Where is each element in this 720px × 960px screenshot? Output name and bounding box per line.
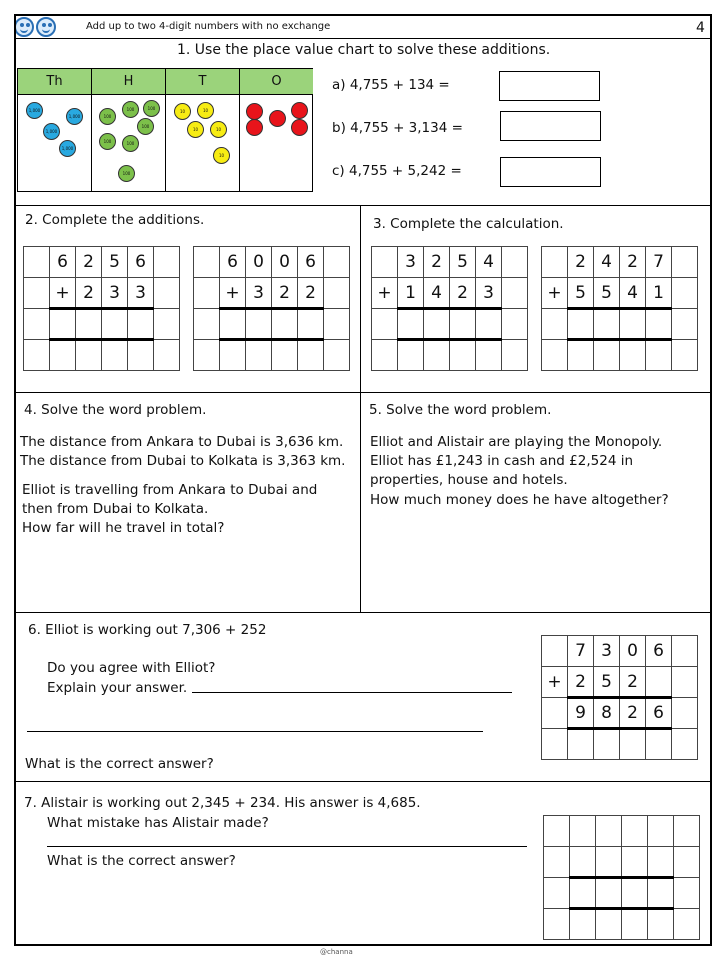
grid-cell[interactable] — [372, 340, 398, 371]
grid-cell[interactable] — [674, 909, 700, 940]
grid-cell: 4 — [476, 247, 502, 278]
pvc-column-th — [18, 95, 92, 192]
answer-cell[interactable] — [646, 309, 672, 340]
grid-cell: 3 — [398, 247, 424, 278]
grid-cell: 3 — [128, 278, 154, 309]
q5-line: Elliot has £1,243 in cash and £2,524 in — [370, 453, 634, 469]
grid-cell — [324, 278, 350, 309]
write-line[interactable] — [47, 846, 527, 847]
grid-cell — [542, 247, 568, 278]
answer-cell[interactable] — [620, 340, 646, 371]
grid-cell[interactable] — [372, 309, 398, 340]
q6-correct-answer-prompt: What is the correct answer? — [25, 756, 214, 772]
q7-line-1: 7. Alistair is working out 2,345 + 234. His answer is 4,685. — [24, 795, 421, 811]
grid-cell[interactable] — [24, 340, 50, 371]
grid-cell: 6 — [50, 247, 76, 278]
write-line[interactable] — [27, 731, 483, 732]
grid-cell[interactable] — [672, 729, 698, 760]
q4-line: How far will he travel in total? — [22, 520, 225, 536]
grid-cell: 5 — [102, 247, 128, 278]
answer-cell[interactable] — [646, 340, 672, 371]
grid-cell — [154, 278, 180, 309]
grid-cell[interactable] — [154, 309, 180, 340]
pvc-column-t — [166, 95, 240, 192]
q4-line: The distance from Ankara to Dubai is 3,636 km. — [20, 434, 344, 450]
grid-cell: 2 — [272, 278, 298, 309]
answer-cell[interactable] — [646, 729, 672, 760]
page-number: 4 — [696, 20, 705, 36]
answer-cell[interactable] — [398, 309, 424, 340]
answer-cell: 6 — [646, 698, 672, 729]
answer-box-a[interactable] — [499, 71, 600, 101]
q6-explain: Explain your answer. — [47, 680, 188, 696]
answer-cell[interactable] — [76, 340, 102, 371]
divider-q4 — [14, 612, 712, 613]
answer-cell[interactable] — [424, 340, 450, 371]
answer-cell[interactable] — [102, 309, 128, 340]
q3-column-grid-2 — [541, 246, 698, 371]
answer-cell[interactable] — [246, 340, 272, 371]
q5-line: Elliot and Alistair are playing the Monopoly. — [370, 434, 663, 450]
answer-cell[interactable] — [450, 309, 476, 340]
grid-cell — [324, 247, 350, 278]
hundred-counter: 100 — [99, 108, 116, 125]
grid-cell: + — [542, 278, 568, 309]
answer-cell[interactable] — [620, 309, 646, 340]
answer-cell[interactable] — [128, 340, 154, 371]
grid-cell[interactable] — [672, 340, 698, 371]
grid-cell: + — [220, 278, 246, 309]
grid-cell[interactable] — [570, 816, 596, 847]
pvc-header-th: Th — [18, 69, 92, 95]
grid-cell: 0 — [620, 636, 646, 667]
grid-cell[interactable] — [622, 816, 648, 847]
thousand-counter: 1,000 — [66, 108, 83, 125]
answer-cell[interactable] — [50, 340, 76, 371]
answer-cell[interactable] — [568, 309, 594, 340]
grid-cell[interactable] — [324, 340, 350, 371]
thousand-counter: 1,000 — [59, 140, 76, 157]
hundred-counter: 100 — [99, 133, 116, 150]
grid-cell: + — [50, 278, 76, 309]
grid-cell: 2 — [568, 667, 594, 698]
thousand-counter: 1,000 — [26, 102, 43, 119]
answer-cell[interactable] — [476, 309, 502, 340]
one-counter — [269, 110, 286, 127]
grid-cell — [542, 636, 568, 667]
q5-line: How much money does he have altogether? — [370, 492, 669, 508]
answer-cell[interactable] — [596, 878, 622, 909]
grid-cell[interactable] — [674, 816, 700, 847]
grid-cell: 6 — [298, 247, 324, 278]
grid-cell: + — [372, 278, 398, 309]
grid-cell: 5 — [594, 667, 620, 698]
answer-cell[interactable] — [298, 309, 324, 340]
grid-cell: 2 — [568, 247, 594, 278]
grid-cell: 2 — [424, 247, 450, 278]
answer-cell[interactable] — [76, 309, 102, 340]
grid-cell — [646, 667, 672, 698]
grid-cell: 3 — [594, 636, 620, 667]
grid-cell[interactable] — [502, 309, 528, 340]
answer-cell: 8 — [594, 698, 620, 729]
grid-cell[interactable] — [544, 847, 570, 878]
grid-cell[interactable] — [194, 340, 220, 371]
pvc-header-h: H — [92, 69, 166, 95]
grid-cell — [194, 247, 220, 278]
grid-cell: 2 — [620, 667, 646, 698]
grid-cell: 7 — [568, 636, 594, 667]
worksheet-title: Add up to two 4-digit numbers with no exchange — [86, 21, 331, 32]
answer-cell[interactable] — [450, 340, 476, 371]
grid-cell — [24, 247, 50, 278]
pvc-header-o: O — [240, 69, 313, 95]
answer-cell[interactable] — [570, 909, 596, 940]
divider-q6 — [14, 781, 712, 782]
grid-cell[interactable] — [542, 340, 568, 371]
grid-cell: 6 — [646, 636, 672, 667]
answer-box-b[interactable] — [500, 111, 601, 141]
ten-counter: 10 — [197, 102, 214, 119]
grid-cell: 2 — [298, 278, 324, 309]
answer-cell[interactable] — [594, 729, 620, 760]
grid-cell: 1 — [646, 278, 672, 309]
answer-cell[interactable] — [648, 878, 674, 909]
q4-title: 4. Solve the word problem. — [24, 402, 207, 418]
q4-line: then from Dubai to Kolkata. — [22, 501, 209, 517]
hundred-counter: 100 — [118, 165, 135, 182]
answer-cell[interactable] — [622, 909, 648, 940]
q3-column-grid-1 — [371, 246, 528, 371]
answer-cell[interactable] — [476, 340, 502, 371]
q5-line: properties, house and hotels. — [370, 472, 568, 488]
answer-cell: 9 — [568, 698, 594, 729]
answer-cell[interactable] — [128, 309, 154, 340]
grid-cell — [24, 278, 50, 309]
grid-cell — [372, 247, 398, 278]
footer-credit: @channa — [320, 948, 353, 956]
grid-cell[interactable] — [24, 309, 50, 340]
hundred-counter: 100 — [143, 100, 160, 117]
grid-cell: 5 — [450, 247, 476, 278]
answer-cell[interactable] — [568, 340, 594, 371]
grid-cell: 4 — [424, 278, 450, 309]
answer-cell[interactable] — [220, 340, 246, 371]
answer-cell[interactable] — [570, 878, 596, 909]
q6-column-grid — [541, 635, 698, 760]
grid-cell[interactable] — [674, 878, 700, 909]
q4-line: Elliot is travelling from Ankara to Dubai and — [22, 482, 318, 498]
grid-cell — [672, 278, 698, 309]
q3-title: 3. Complete the calculation. — [373, 216, 564, 232]
ten-counter: 10 — [213, 147, 230, 164]
thousand-counter: 1,000 — [43, 123, 60, 140]
grid-cell — [672, 667, 698, 698]
answer-cell[interactable] — [424, 309, 450, 340]
hundred-counter: 100 — [122, 135, 139, 152]
q6-agree: Do you agree with Elliot? — [47, 660, 216, 676]
grid-cell[interactable] — [544, 878, 570, 909]
one-counter — [291, 102, 308, 119]
grid-cell[interactable] — [674, 847, 700, 878]
grid-cell: 6 — [220, 247, 246, 278]
ten-counter: 10 — [187, 121, 204, 138]
answer-cell[interactable] — [596, 909, 622, 940]
grid-cell: 7 — [646, 247, 672, 278]
grid-cell[interactable] — [324, 309, 350, 340]
grid-cell[interactable] — [542, 729, 568, 760]
grid-cell: 6 — [128, 247, 154, 278]
answer-cell[interactable] — [272, 309, 298, 340]
grid-cell[interactable] — [570, 847, 596, 878]
grid-cell: 3 — [476, 278, 502, 309]
write-line[interactable] — [192, 692, 512, 693]
q2-title: 2. Complete the additions. — [25, 212, 205, 228]
grid-cell[interactable] — [502, 340, 528, 371]
pvc-header-t: T — [166, 69, 240, 95]
answer-cell[interactable] — [298, 340, 324, 371]
ten-counter: 10 — [210, 121, 227, 138]
place-value-chart — [17, 68, 313, 192]
answer-cell[interactable] — [220, 309, 246, 340]
grid-cell: 2 — [76, 247, 102, 278]
grid-cell[interactable] — [542, 309, 568, 340]
hundred-counter: 100 — [137, 118, 154, 135]
divider-q2 — [14, 392, 712, 393]
grid-cell: 3 — [102, 278, 128, 309]
grid-cell — [672, 698, 698, 729]
q1-item-b: b) 4,755 + 3,134 = — [332, 120, 463, 136]
grid-cell[interactable] — [544, 816, 570, 847]
pvc-column-o — [240, 95, 313, 192]
grid-cell: 1 — [398, 278, 424, 309]
grid-cell[interactable] — [648, 847, 674, 878]
answer-cell[interactable] — [620, 729, 646, 760]
grid-cell: 4 — [594, 247, 620, 278]
grid-cell[interactable] — [622, 847, 648, 878]
grid-cell: + — [542, 667, 568, 698]
one-counter — [291, 119, 308, 136]
pvc-column-h — [92, 95, 166, 192]
q7-correct-answer-prompt: What is the correct answer? — [47, 853, 236, 869]
grid-cell: 3 — [246, 278, 272, 309]
answer-cell: 2 — [620, 698, 646, 729]
answer-cell[interactable] — [398, 340, 424, 371]
one-counter — [246, 103, 263, 120]
answer-cell[interactable] — [102, 340, 128, 371]
grid-cell[interactable] — [544, 909, 570, 940]
grid-cell[interactable] — [596, 847, 622, 878]
grid-cell[interactable] — [648, 816, 674, 847]
grid-cell — [154, 247, 180, 278]
divider-vertical — [360, 205, 361, 612]
answer-cell[interactable] — [648, 909, 674, 940]
grid-cell: 4 — [620, 278, 646, 309]
answer-cell[interactable] — [622, 878, 648, 909]
grid-cell: 5 — [568, 278, 594, 309]
q1-item-a: a) 4,755 + 134 = — [332, 77, 450, 93]
q7-column-grid — [543, 815, 700, 940]
answer-cell[interactable] — [594, 309, 620, 340]
q2-column-grid-1 — [23, 246, 180, 371]
grid-cell[interactable] — [194, 309, 220, 340]
q6-title: 6. Elliot is working out 7,306 + 252 — [28, 622, 267, 638]
q7-line-2: What mistake has Alistair made? — [47, 815, 269, 831]
answer-cell[interactable] — [568, 729, 594, 760]
grid-cell: 0 — [272, 247, 298, 278]
grid-cell — [672, 247, 698, 278]
grid-cell[interactable] — [154, 340, 180, 371]
grid-cell: 2 — [76, 278, 102, 309]
q1-title: 1. Use the place value chart to solve these additions. — [177, 42, 551, 58]
answer-cell[interactable] — [246, 309, 272, 340]
q2-column-grid-2 — [193, 246, 350, 371]
answer-cell[interactable] — [594, 340, 620, 371]
hundred-counter: 100 — [122, 101, 139, 118]
header-divider — [14, 38, 712, 39]
grid-cell — [502, 247, 528, 278]
q1-item-c: c) 4,755 + 5,242 = — [332, 163, 462, 179]
grid-cell — [194, 278, 220, 309]
q4-line: The distance from Dubai to Kolkata is 3,363 km. — [20, 453, 346, 469]
ten-counter: 10 — [174, 103, 191, 120]
grid-cell[interactable] — [672, 309, 698, 340]
grid-cell: 2 — [620, 247, 646, 278]
answer-cell[interactable] — [50, 309, 76, 340]
grid-cell — [502, 278, 528, 309]
grid-cell — [542, 698, 568, 729]
grid-cell: 0 — [246, 247, 272, 278]
grid-cell: 2 — [450, 278, 476, 309]
one-counter — [246, 119, 263, 136]
grid-cell[interactable] — [596, 816, 622, 847]
divider-q1 — [14, 205, 712, 206]
answer-box-c[interactable] — [500, 157, 601, 187]
q5-title: 5. Solve the word problem. — [369, 402, 552, 418]
answer-cell[interactable] — [272, 340, 298, 371]
grid-cell: 5 — [594, 278, 620, 309]
grid-cell — [672, 636, 698, 667]
